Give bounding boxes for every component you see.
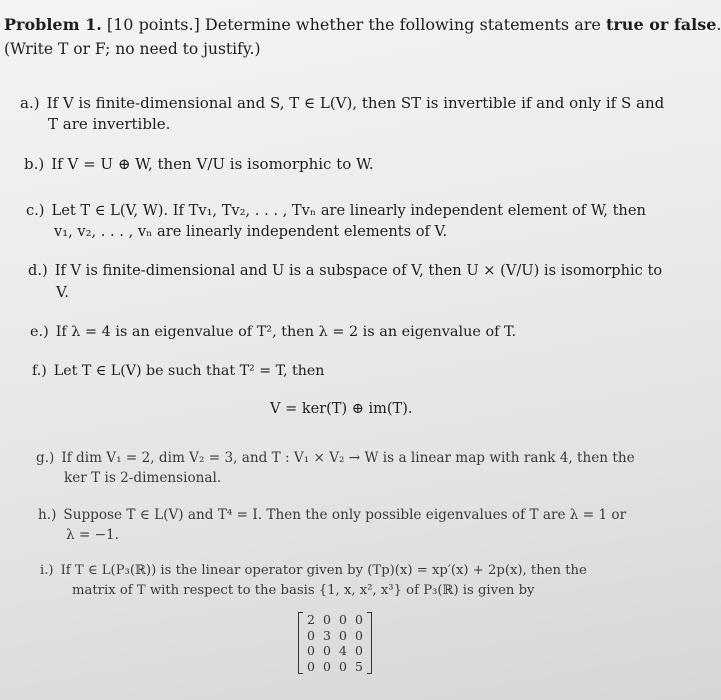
problem-number: Problem 1. [4,15,102,34]
item-a-line2: T are invertible. [48,115,171,133]
matrix-entry: 0 [307,658,315,674]
operator-matrix [298,612,372,674]
item-i [40,562,587,580]
matrix-entry: 0 [355,627,363,643]
matrix-entry: 2 [307,612,315,627]
item-c [26,202,646,220]
item-d-line1: If V is finite-dimensional and U is a subspace of V, then U × (V/U) is isomorphic to [54,262,663,279]
item-h-line2: λ = −1. [66,527,120,543]
item-f-display-equation: V = ker(T) ⊕ im(T). [270,401,413,417]
matrix-entry: 0 [307,627,315,643]
matrix-entry: 0 [323,612,331,627]
item-c-line2: v₁, v₂, . . . , vₙ are linearly independent elements of V. [54,223,448,240]
item-h-label: h.) [38,507,57,523]
item-i-line1: If T ∈ L(P₃(ℝ)) is the linear operator given by (Tp)(x) = xp′(x) + 2p(x), then the [60,563,587,578]
problem-prompt: Determine whether the following statements are [204,15,601,34]
item-f [32,362,324,380]
matrix-entry: 4 [339,643,347,658]
matrix-entry: 3 [323,627,331,643]
item-e [30,323,516,341]
matrix-entry: 0 [323,658,331,674]
item-c-label: c.) [26,202,45,219]
item-d-line2: V. [56,283,69,301]
matrix-entry: 0 [323,643,331,658]
matrix-entry: 0 [355,612,363,627]
item-d [28,262,662,280]
problem-instructions: (Write T or F; no need to justify.) [4,40,261,58]
item-g-line2: ker T is 2-dimensional. [64,470,222,486]
item-f-line1: Let T ∈ L(V) be such that T² = T, then [53,363,325,379]
item-g-label: g.) [36,450,55,466]
item-d-label: d.) [28,262,48,279]
matrix-entry: 0 [339,612,347,627]
matrix-entry: 0 [355,643,363,658]
item-c-line1: Let T ∈ L(V, W). If Tv₁, Tv₂, . . . , Tvₙ are linearly independent element of W, then [51,202,646,219]
item-i-line2: matrix of T with respect to the basis {1, x, x², x³} of P₃(ℝ) is given by [72,583,535,598]
item-h [38,506,626,524]
matrix-entry: 0 [339,658,347,674]
item-b-label: b.) [24,155,45,173]
item-e-line1: If λ = 4 is an eigenvalue of T², then λ = 2 is an eigenvalue of T. [55,324,517,340]
item-i-label: i.) [40,563,54,578]
item-b-line1: If V = U ⊕ W, then V/U is isomorphic to W. [51,155,374,173]
item-e-label: e.) [30,324,49,340]
item-h-line1: Suppose T ∈ L(V) and T⁴ = I. Then the only possible eigenvalues of T are λ = 1 or [63,507,627,523]
problem-title-end: . [716,15,721,34]
item-a [20,94,664,112]
item-a-line1: If V is finite-dimensional and S, T ∈ L(V), then ST is invertible if and only if S and [46,94,665,112]
item-f-label: f.) [32,363,47,379]
item-b [24,155,374,173]
item-g-line1: If dim V₁ = 2, dim V₂ = 3, and T : V₁ × V₂ → W is a linear map with rank 4, then the [61,450,635,466]
matrix-entry: 0 [307,643,315,658]
problem-title [4,16,721,34]
item-a-label: a.) [20,94,40,112]
matrix-entry: 5 [355,658,363,674]
item-g [36,449,635,467]
matrix-entry: 0 [339,627,347,643]
problem-emphasis: true or false [605,15,717,34]
problem-points: [10 points.] [106,15,200,34]
